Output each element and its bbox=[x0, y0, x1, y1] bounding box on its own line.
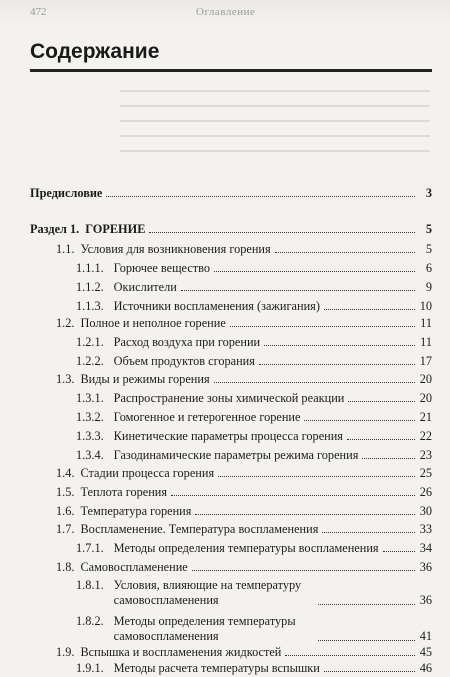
toc-entry[interactable] bbox=[76, 299, 432, 314]
toc-entry-page: 41 bbox=[419, 629, 432, 643]
toc-entry-number: 1.7. bbox=[56, 522, 75, 536]
toc-entry-page: 36 bbox=[419, 560, 432, 574]
toc-entry-page: 20 bbox=[419, 372, 432, 386]
toc-entry-number: 1.2. bbox=[56, 316, 75, 330]
running-title: Оглавление bbox=[196, 6, 256, 18]
toc-leader-dots bbox=[318, 640, 415, 641]
toc-leader-dots bbox=[275, 252, 415, 253]
toc-leader-dots bbox=[322, 532, 415, 533]
toc-entry-page: 36 bbox=[419, 593, 432, 607]
toc-leader-dots bbox=[347, 439, 415, 440]
toc-entry-section[interactable] bbox=[30, 222, 432, 237]
toc-entry[interactable] bbox=[76, 410, 432, 425]
toc-entry-title: Самовоспламенение bbox=[80, 560, 188, 574]
toc-entry-title: Методы определения температуры самовоспламенения bbox=[113, 614, 296, 643]
toc-entry-page: 25 bbox=[419, 466, 432, 480]
toc-entry[interactable] bbox=[76, 448, 432, 463]
toc-leader-dots bbox=[383, 551, 415, 552]
toc-entry[interactable] bbox=[56, 504, 432, 519]
toc-entry[interactable] bbox=[76, 391, 432, 406]
toc-entry[interactable] bbox=[76, 261, 432, 276]
toc-entry-title: Стадии процесса горения bbox=[80, 466, 215, 480]
toc-entry-title: Источники воспламенения (зажигания) bbox=[113, 299, 320, 313]
toc-entry-title: Распространение зоны химической реакции bbox=[113, 391, 345, 405]
toc-leader-dots bbox=[304, 420, 415, 421]
toc-entry-title: Вспышка и воспламенения жидкостей bbox=[80, 645, 282, 659]
toc-leader-dots bbox=[214, 271, 415, 272]
toc-entry-number: 1.2.1. bbox=[76, 335, 104, 349]
toc-entry[interactable] bbox=[76, 661, 432, 676]
toc-entry-page: 5 bbox=[425, 222, 432, 236]
toc-leader-dots bbox=[259, 364, 415, 365]
toc-entry-number: 1.6. bbox=[56, 504, 75, 518]
toc-entry-title: Расход воздуха при горении bbox=[113, 335, 261, 349]
toc-entry-page: 6 bbox=[425, 261, 432, 275]
toc-entry-title: Методы определения температуры воспламенения bbox=[113, 541, 379, 555]
toc-entry-title: Полное и неполное горение bbox=[80, 316, 226, 330]
toc-entry-page: 5 bbox=[425, 242, 432, 256]
toc-entry[interactable] bbox=[56, 466, 432, 481]
toc-entry-label: Предисловие bbox=[30, 186, 103, 200]
toc-entry[interactable] bbox=[56, 645, 432, 660]
toc-leader-dots bbox=[171, 495, 415, 496]
toc-entry-title: Газодинамические параметры режима горения bbox=[113, 448, 359, 462]
toc-entry[interactable] bbox=[76, 335, 432, 350]
toc-entry-title: Воспламенение. Температура воспламенения bbox=[80, 522, 319, 536]
toc-leader-dots bbox=[181, 290, 415, 291]
toc-entry[interactable] bbox=[56, 242, 432, 257]
toc-entry-page: 30 bbox=[419, 504, 432, 518]
toc-entry-number: 1.4. bbox=[56, 466, 75, 480]
page-title: Содержание bbox=[30, 40, 160, 63]
toc-entry[interactable] bbox=[56, 372, 432, 387]
toc-entry-page: 11 bbox=[420, 316, 432, 330]
toc-entry-number: 1.3.3. bbox=[76, 429, 104, 443]
toc-entry-number: 1.1. bbox=[56, 242, 75, 256]
toc-entry-page: 3 bbox=[425, 186, 432, 200]
toc-entry-number: 1.9. bbox=[56, 645, 75, 659]
toc-entry-title: ГОРЕНИЕ bbox=[85, 222, 146, 236]
toc-entry-title: Кинетические параметры процесса горения bbox=[113, 429, 343, 443]
toc-entry-page: 10 bbox=[419, 299, 432, 313]
toc-leader-dots bbox=[264, 345, 415, 346]
running-page-number: 472 bbox=[30, 6, 47, 18]
toc-entry-number: 1.1.2. bbox=[76, 280, 104, 294]
toc-entry-title: Теплота горения bbox=[80, 485, 168, 499]
toc-leader-dots bbox=[192, 570, 415, 571]
toc-entry-page: 21 bbox=[419, 410, 432, 424]
toc-entry-number: 1.3.1. bbox=[76, 391, 104, 405]
toc-entry-title: Методы расчета температуры вспышки bbox=[113, 661, 320, 675]
toc-entry-title: Горючее вещество bbox=[113, 261, 211, 275]
toc-entry[interactable] bbox=[76, 541, 432, 556]
toc-leader-dots bbox=[285, 655, 415, 656]
toc-entry[interactable] bbox=[56, 316, 432, 331]
toc-entry-title: Окислители bbox=[113, 280, 177, 294]
toc-entry-page: 9 bbox=[425, 280, 432, 294]
toc-entry-title: Гомогенное и гетерогенное горение bbox=[113, 410, 301, 424]
toc-entry-preface[interactable] bbox=[30, 186, 432, 201]
toc-entry-number: 1.5. bbox=[56, 485, 75, 499]
toc-entry-page: 17 bbox=[419, 354, 432, 368]
toc-entry[interactable] bbox=[56, 522, 432, 537]
toc-leader-dots bbox=[214, 382, 415, 383]
toc-entry[interactable] bbox=[76, 280, 432, 295]
toc-entry[interactable] bbox=[76, 354, 432, 369]
toc-entry-number: 1.3.4. bbox=[76, 448, 104, 462]
toc-entry-page: 34 bbox=[419, 541, 432, 555]
toc-entry-title: Условия, влияющие на температуру самовоспламенения bbox=[113, 578, 302, 607]
toc-entry-page: 20 bbox=[419, 391, 432, 405]
toc-leader-dots bbox=[324, 309, 415, 310]
toc-leader-dots bbox=[218, 476, 415, 477]
toc-leader-dots bbox=[106, 196, 415, 197]
toc-entry[interactable] bbox=[76, 578, 432, 608]
toc-entry-number: 1.1.1. bbox=[76, 261, 104, 275]
toc-entry-number: 1.3.2. bbox=[76, 410, 104, 424]
toc-entry[interactable] bbox=[76, 429, 432, 444]
toc-entry-page: 11 bbox=[420, 335, 432, 349]
toc-entry-number: 1.8. bbox=[56, 560, 75, 574]
toc-entry-page: 46 bbox=[419, 661, 432, 675]
toc-entry-title: Объем продуктов сгорания bbox=[113, 354, 255, 368]
toc-entry[interactable] bbox=[56, 485, 432, 500]
toc-entry-number: 1.9.1. bbox=[76, 661, 104, 675]
toc-leader-dots bbox=[195, 514, 415, 515]
toc-entry-number: 1.3. bbox=[56, 372, 75, 386]
toc-entry-title: Температура горения bbox=[80, 504, 192, 518]
toc-leader-dots bbox=[348, 401, 415, 402]
toc-entry-number: Раздел 1. bbox=[30, 222, 80, 236]
toc-entry[interactable] bbox=[56, 560, 432, 575]
toc-leader-dots bbox=[362, 458, 415, 459]
toc-leader-dots bbox=[230, 326, 415, 327]
toc-entry-number: 1.2.2. bbox=[76, 354, 104, 368]
toc-entry-page: 22 bbox=[419, 429, 432, 443]
toc-entry-page: 33 bbox=[419, 522, 432, 536]
toc-entry[interactable] bbox=[76, 614, 432, 644]
toc-entry-page: 26 bbox=[419, 485, 432, 499]
toc-leader-dots bbox=[324, 671, 415, 672]
toc-entry-number: 1.7.1. bbox=[76, 541, 104, 555]
toc-entry-number: 1.8.1. bbox=[76, 578, 104, 592]
toc-entry-title: Виды и режимы горения bbox=[80, 372, 210, 386]
toc-leader-dots bbox=[149, 232, 415, 233]
toc-leader-dots bbox=[318, 604, 415, 605]
toc-entry-title: Условия для возникновения горения bbox=[80, 242, 271, 256]
toc-entry-number: 1.8.2. bbox=[76, 614, 104, 628]
toc-entry-number: 1.1.3. bbox=[76, 299, 104, 313]
toc-entry-page: 45 bbox=[419, 645, 432, 659]
toc-entry-page: 23 bbox=[419, 448, 432, 462]
